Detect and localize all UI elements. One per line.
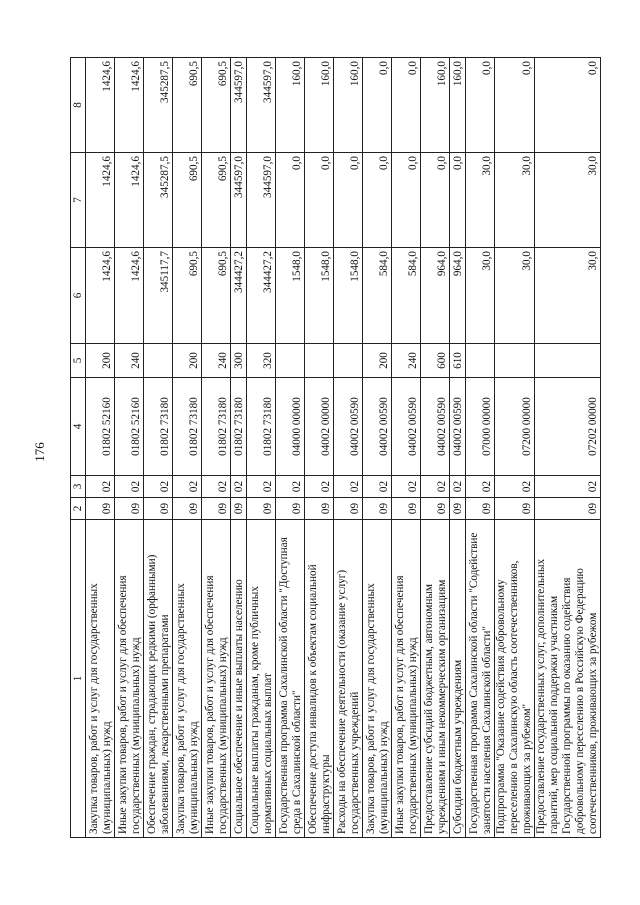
row-name-cell: Субсидии бюджетным учреждениям — [450, 520, 466, 838]
amount-col7-cell: 0,0 — [334, 153, 363, 248]
target-article-cell: 07200 00000 — [495, 378, 535, 476]
expense-type-cell: 600 — [421, 344, 450, 378]
row-name-cell: Закупка товаров, работ и услуг для государственных (муниципальных) нужд — [86, 520, 115, 838]
target-article-cell: 01802 52160 — [115, 378, 144, 476]
expense-type-cell: 240 — [115, 344, 144, 378]
amount-col7-cell: 30,0 — [535, 153, 601, 248]
expense-type-cell: 300 — [231, 344, 247, 378]
target-article-cell: 04002 00000 — [305, 378, 334, 476]
amount-col7-cell: 0,0 — [450, 153, 466, 248]
target-article-cell: 07202 00000 — [535, 378, 601, 476]
row-name-cell: Расходы на обеспечение деятельности (оказание услуг) государственных учреждений — [334, 520, 363, 838]
amount-col6-cell: 345117,7 — [144, 248, 173, 344]
subsection-cell: 02 — [450, 476, 466, 498]
amount-col8-cell: 0,0 — [535, 58, 601, 153]
target-article-cell: 07000 00000 — [466, 378, 495, 476]
amount-col8-cell: 160,0 — [334, 58, 363, 153]
section-cell: 09 — [421, 498, 450, 520]
amount-col7-cell: 1424,6 — [115, 153, 144, 248]
table-row — [495, 58, 535, 838]
table-row — [115, 58, 144, 838]
header-cell: 6 — [71, 248, 86, 344]
subsection-cell: 02 — [535, 476, 601, 498]
table-row — [202, 58, 231, 838]
amount-col7-cell: 30,0 — [495, 153, 535, 248]
table-row — [363, 58, 392, 838]
amount-col6-cell: 584,0 — [363, 248, 392, 344]
section-cell: 09 — [495, 498, 535, 520]
amount-col7-cell: 0,0 — [363, 153, 392, 248]
amount-col7-cell: 0,0 — [392, 153, 421, 248]
amount-col6-cell: 690,5 — [173, 248, 202, 344]
target-article-cell: 01802 73180 — [173, 378, 202, 476]
rotated-page — [70, 58, 640, 838]
section-cell: 09 — [392, 498, 421, 520]
expense-type-cell — [495, 344, 535, 378]
row-name-cell: Закупка товаров, работ и услуг для государственных (муниципальных) нужд — [363, 520, 392, 838]
row-name-cell: Подпрограмма "Оказание содействия добровольному переселению в Сахалинскую область соотечественников, проживающих за рубежом" — [495, 520, 535, 838]
amount-col6-cell: 1548,0 — [334, 248, 363, 344]
amount-col7-cell: 344597,0 — [247, 153, 276, 248]
header-cell: 7 — [71, 153, 86, 248]
section-cell: 09 — [305, 498, 334, 520]
amount-col8-cell: 0,0 — [392, 58, 421, 153]
row-name-cell: Социальное обеспечение и иные выплаты населению — [231, 520, 247, 838]
header-cell: 1 — [71, 520, 86, 838]
target-article-cell: 04002 00590 — [421, 378, 450, 476]
row-name-cell: Предоставление государственных услуг, дополнительных гарантий, мер социальной поддержки участникам Государственной программы по оказанию содействия добровольному переселению в Российскую Федерацию соотечественников, проживающих за рубежом — [535, 520, 601, 838]
section-cell: 09 — [231, 498, 247, 520]
subsection-cell: 02 — [466, 476, 495, 498]
amount-col8-cell: 344597,0 — [231, 58, 247, 153]
amount-col6-cell: 1548,0 — [276, 248, 305, 344]
expense-type-cell — [305, 344, 334, 378]
amount-col6-cell: 344427,2 — [231, 248, 247, 344]
amount-col8-cell: 1424,6 — [115, 58, 144, 153]
amount-col8-cell: 1424,6 — [86, 58, 115, 153]
expense-type-cell: 240 — [202, 344, 231, 378]
subsection-cell: 02 — [247, 476, 276, 498]
expense-type-cell — [144, 344, 173, 378]
target-article-cell: 04002 00590 — [363, 378, 392, 476]
subsection-cell: 02 — [363, 476, 392, 498]
amount-col6-cell: 1548,0 — [305, 248, 334, 344]
target-article-cell: 04002 00590 — [334, 378, 363, 476]
subsection-cell: 02 — [334, 476, 363, 498]
amount-col8-cell: 344597,0 — [247, 58, 276, 153]
header-cell: 5 — [71, 344, 86, 378]
amount-col8-cell: 0,0 — [466, 58, 495, 153]
amount-col8-cell: 690,5 — [173, 58, 202, 153]
amount-col8-cell: 160,0 — [450, 58, 466, 153]
section-cell: 09 — [450, 498, 466, 520]
section-cell: 09 — [86, 498, 115, 520]
table-row — [247, 58, 276, 838]
row-name-cell: Предоставление субсидий бюджетным, автономным учреждениям и иным некоммерческим организациям — [421, 520, 450, 838]
target-article-cell: 04002 00590 — [450, 378, 466, 476]
row-name-cell: Государственная программа Сахалинской области "Содействие занятости населения Сахалинской области" — [466, 520, 495, 838]
expense-type-cell: 320 — [247, 344, 276, 378]
row-name-cell: Обеспечение доступа инвалидов к объектам социальной инфраструктуры — [305, 520, 334, 838]
section-cell: 09 — [466, 498, 495, 520]
target-article-cell: 01802 73180 — [231, 378, 247, 476]
header-cell: 2 — [71, 498, 86, 520]
table-row — [86, 58, 115, 838]
amount-col7-cell: 30,0 — [466, 153, 495, 248]
amount-col6-cell: 964,0 — [421, 248, 450, 344]
amount-col6-cell: 964,0 — [450, 248, 466, 344]
page-number: 176 — [32, 442, 47, 462]
amount-col7-cell: 0,0 — [305, 153, 334, 248]
table-row — [231, 58, 247, 838]
section-cell: 09 — [202, 498, 231, 520]
header-cell: 4 — [71, 378, 86, 476]
row-name-cell: Закупка товаров, работ и услуг для государственных (муниципальных) нужд — [173, 520, 202, 838]
table-body — [71, 58, 601, 838]
expense-type-cell — [466, 344, 495, 378]
subsection-cell: 02 — [392, 476, 421, 498]
target-article-cell: 04000 00000 — [276, 378, 305, 476]
amount-col7-cell: 690,5 — [173, 153, 202, 248]
amount-col8-cell: 0,0 — [363, 58, 392, 153]
row-name-cell: Социальные выплаты гражданам, кроме публичных нормативных социальных выплат — [247, 520, 276, 838]
amount-col7-cell: 345287,5 — [144, 153, 173, 248]
table-row — [334, 58, 363, 838]
subsection-cell: 02 — [173, 476, 202, 498]
amount-col6-cell: 30,0 — [495, 248, 535, 344]
row-name-cell: Иные закупки товаров, работ и услуг для обеспечения государственных (муниципальных) нужд — [115, 520, 144, 838]
section-cell: 09 — [115, 498, 144, 520]
amount-col8-cell: 160,0 — [276, 58, 305, 153]
amount-col6-cell: 344427,2 — [247, 248, 276, 344]
target-article-cell: 01802 52160 — [86, 378, 115, 476]
target-article-cell: 01802 73180 — [202, 378, 231, 476]
subsection-cell: 02 — [276, 476, 305, 498]
table-row — [305, 58, 334, 838]
amount-col7-cell: 0,0 — [276, 153, 305, 248]
table-row — [144, 58, 173, 838]
subsection-cell: 02 — [231, 476, 247, 498]
header-row — [71, 58, 86, 838]
header-cell: 8 — [71, 58, 86, 153]
section-cell: 09 — [276, 498, 305, 520]
expense-type-cell: 610 — [450, 344, 466, 378]
amount-col8-cell: 160,0 — [421, 58, 450, 153]
table-row — [392, 58, 421, 838]
amount-col7-cell: 344597,0 — [231, 153, 247, 248]
amount-col6-cell: 1424,6 — [115, 248, 144, 344]
section-cell: 09 — [144, 498, 173, 520]
subsection-cell: 02 — [421, 476, 450, 498]
table-row — [276, 58, 305, 838]
target-article-cell: 01802 73180 — [144, 378, 173, 476]
expense-type-cell: 240 — [392, 344, 421, 378]
table-row — [173, 58, 202, 838]
row-name-cell: Иные закупки товаров, работ и услуг для обеспечения государственных (муниципальных) нужд — [202, 520, 231, 838]
section-cell: 09 — [535, 498, 601, 520]
row-name-cell: Иные закупки товаров, работ и услуг для обеспечения государственных (муниципальных) нужд — [392, 520, 421, 838]
table-row — [421, 58, 450, 838]
subsection-cell: 02 — [86, 476, 115, 498]
subsection-cell: 02 — [115, 476, 144, 498]
amount-col6-cell: 30,0 — [535, 248, 601, 344]
amount-col6-cell: 690,5 — [202, 248, 231, 344]
subsection-cell: 02 — [495, 476, 535, 498]
amount-col8-cell: 0,0 — [495, 58, 535, 153]
subsection-cell: 02 — [305, 476, 334, 498]
subsection-cell: 02 — [144, 476, 173, 498]
amount-col8-cell: 345287,5 — [144, 58, 173, 153]
expense-type-cell — [334, 344, 363, 378]
expense-type-cell: 200 — [173, 344, 202, 378]
expense-type-cell — [276, 344, 305, 378]
subsection-cell: 02 — [202, 476, 231, 498]
section-cell: 09 — [173, 498, 202, 520]
table-row — [450, 58, 466, 838]
table-row — [466, 58, 495, 838]
amount-col8-cell: 160,0 — [305, 58, 334, 153]
expense-type-cell: 200 — [363, 344, 392, 378]
budget-table — [70, 57, 601, 838]
table-row — [535, 58, 601, 838]
row-name-cell: Государственная программа Сахалинской области "Доступная среда в Сахалинской области" — [276, 520, 305, 838]
amount-col6-cell: 1424,6 — [86, 248, 115, 344]
amount-col8-cell: 690,5 — [202, 58, 231, 153]
expense-type-cell: 200 — [86, 344, 115, 378]
target-article-cell: 04002 00590 — [392, 378, 421, 476]
section-cell: 09 — [363, 498, 392, 520]
amount-col6-cell: 584,0 — [392, 248, 421, 344]
amount-col7-cell: 1424,6 — [86, 153, 115, 248]
amount-col7-cell: 0,0 — [421, 153, 450, 248]
amount-col6-cell: 30,0 — [466, 248, 495, 344]
amount-col7-cell: 690,5 — [202, 153, 231, 248]
target-article-cell: 01802 73180 — [247, 378, 276, 476]
header-cell: 3 — [71, 476, 86, 498]
section-cell: 09 — [334, 498, 363, 520]
row-name-cell: Обеспечение граждан, страдающих редкими (орфанными) заболеваниями, лекарственными препаратами — [144, 520, 173, 838]
section-cell: 09 — [247, 498, 276, 520]
expense-type-cell — [535, 344, 601, 378]
